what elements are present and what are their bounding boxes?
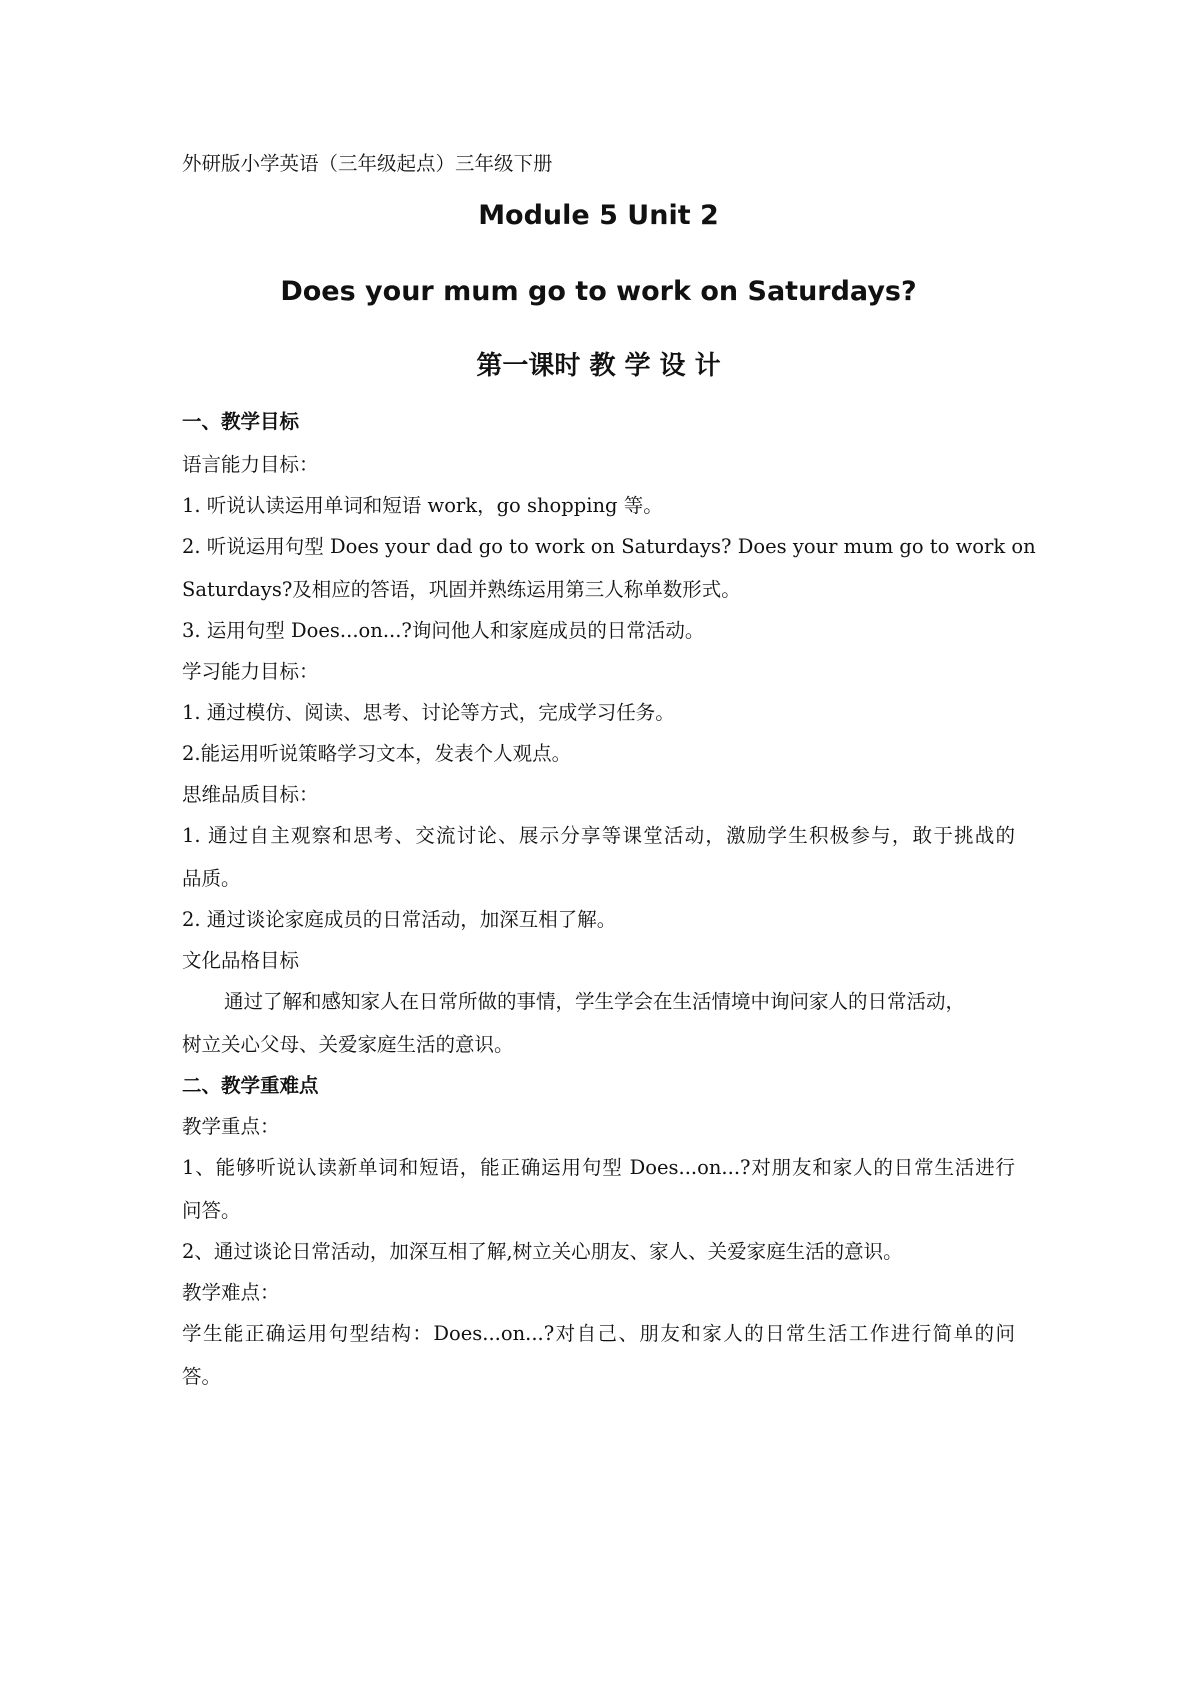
language-ability-label: 语言能力目标：	[182, 453, 319, 476]
header-line: 外研版小学英语（三年级起点）三年级下册	[182, 152, 553, 175]
section-heading-key-points: 二、教学重难点	[182, 1074, 319, 1097]
thinking-quality-label: 思维品质目标：	[182, 783, 319, 806]
thinking-item: 2. 通过谈论家庭成员的日常活动，加深互相了解。	[182, 908, 617, 931]
learning-item: 1. 通过模仿、阅读、思考、讨论等方式，完成学习任务。	[182, 701, 675, 724]
difficult-item: 学生能正确运用句型结构：Does...on...?对自己、朋友和家人的日常生活工作进行简单的问	[182, 1322, 1015, 1345]
language-item: 2. 听说运用句型 Does your dad go to work on Saturdays? Does your mum go to work on	[182, 535, 1036, 558]
key-item: 问答。	[182, 1199, 241, 1222]
thinking-item: 1. 通过自主观察和思考、交流讨论、展示分享等课堂活动，激励学生积极参与，敢于挑战的	[182, 824, 1015, 847]
module-title: Module 5 Unit 2	[478, 200, 719, 231]
question-title: Does your mum go to work on Saturdays?	[280, 276, 917, 307]
key-item: 1、能够听说认读新单词和短语，能正确运用句型 Does...on...?对朋友和家人的日常生活进行	[182, 1156, 1015, 1179]
culture-item: 通过了解和感知家人在日常所做的事情，学生学会在生活情境中询问家人的日常活动，	[224, 990, 966, 1013]
section-heading-objectives: 一、教学目标	[182, 410, 300, 433]
thinking-item: 品质。	[182, 867, 241, 890]
learning-ability-label: 学习能力目标：	[182, 660, 319, 683]
language-item: Saturdays?及相应的答语，巩固并熟练运用第三人称单数形式。	[182, 578, 741, 601]
lesson-title: 第一课时 教 学 设 计	[476, 351, 721, 381]
language-item: 3. 运用句型 Does...on...?询问他人和家庭成员的日常活动。	[182, 619, 705, 642]
culture-item: 树立关心父母、关爱家庭生活的意识。	[182, 1033, 514, 1056]
key-points-label: 教学重点：	[182, 1115, 280, 1138]
difficult-points-label: 教学难点：	[182, 1281, 280, 1304]
difficult-item: 答。	[182, 1365, 222, 1388]
language-item: 1. 听说认读运用单词和短语 work，go shopping 等。	[182, 494, 663, 517]
culture-label: 文化品格目标	[182, 949, 300, 972]
learning-item: 2.能运用听说策略学习文本，发表个人观点。	[182, 742, 572, 765]
key-item: 2、通过谈论日常活动，加深互相了解,树立关心朋友、家人、关爱家庭生活的意识。	[182, 1240, 903, 1263]
